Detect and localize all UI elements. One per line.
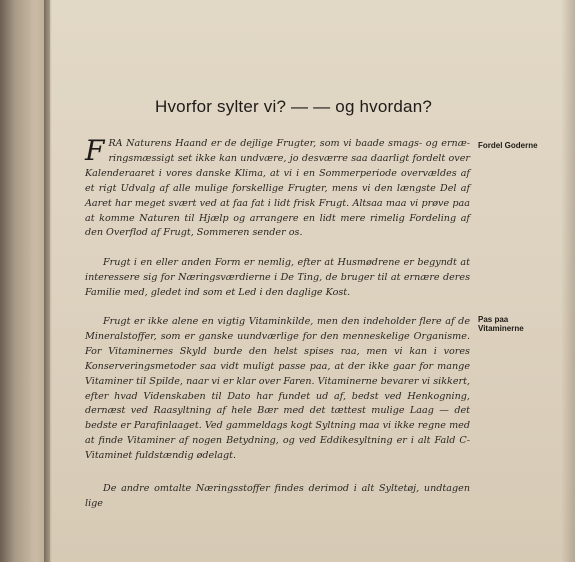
margin-note-line-2: Vitaminerne (478, 324, 524, 333)
page-heading: Hvorfor sylter vi? — — og hvordan? (155, 97, 433, 116)
paragraph-3: Frugt er ikke alene en vigtig Vitaminkilde, men den indeholder flere af de Mineralstoffer, som er ganske uundværlige for den menneskelige Organisme. For Vitaminernes Skyld burde den helst spises raa, men vi kan i vores Konserveringsmetoder saa vidt muligt passe paa, at der ikke gaar for mange Vitaminer til Spilde, naar vi er klar over Faren. Vitaminerne bevarer vi sikkert, efter hvad Videnskaben til Dato har fundet ud af, bedst ved Henkogning, dernæst ved Raasyltning af hele Bær med det tættest mulige Laag — det bedste er Parafinlaaget. Ved gammeldags kogt Syltning maa vi ikke regne med at finde Vitaminer af nogen Betydning, og ved Eddikesyltning er i alt Fald C-Vitaminet fuldstændig ødelagt. (85, 316, 470, 462)
paragraph-1-text: RA Naturens Haand er de dejlige Frugter, som vi baade smags- og ernæ-ringsmæssigt set ikke kan undvære, jo desværre saa daarligt fordelt over Kalenderaaret i vores danske Klima, at vi i en Sommerperiode overvældes af et rigt Udvalg af alle mulige forskellige Frugter, mens vi den længste Del af Aaret har meget svært ved at faa fat i lidt frisk Frugt. Altsaa maa vi prøve paa at komme Naturen til Hjælp og arrangere en lidt mere rimelig Fordeling af den Overflod af Frugt, Sommeren sender os. (85, 138, 470, 239)
margin-note-line-1: Pas paa (478, 315, 509, 324)
paragraph-2: Frugt i en eller anden Form er nemlig, efter at Husmødrene er begyndt at interessere sig for Næringsværdierne i De Ting, de bruger til at ernære deres Familie med, gledet ind som et Led i den daglige Kost. (85, 257, 470, 298)
adjacent-page-edge (0, 0, 50, 562)
page-shadow (561, 0, 575, 562)
paragraph-1 (85, 134, 470, 241)
margin-note-pas-paa-vitaminerne (478, 315, 568, 333)
paragraph-4: De andre omtalte Næringsstoffer findes derimod i alt Syltetøj, undtagen lige (85, 483, 470, 509)
drop-cap: F (85, 134, 105, 167)
gutter-shadow (44, 0, 52, 562)
margin-note-fordel-goderne: Fordel Goderne (478, 141, 538, 150)
